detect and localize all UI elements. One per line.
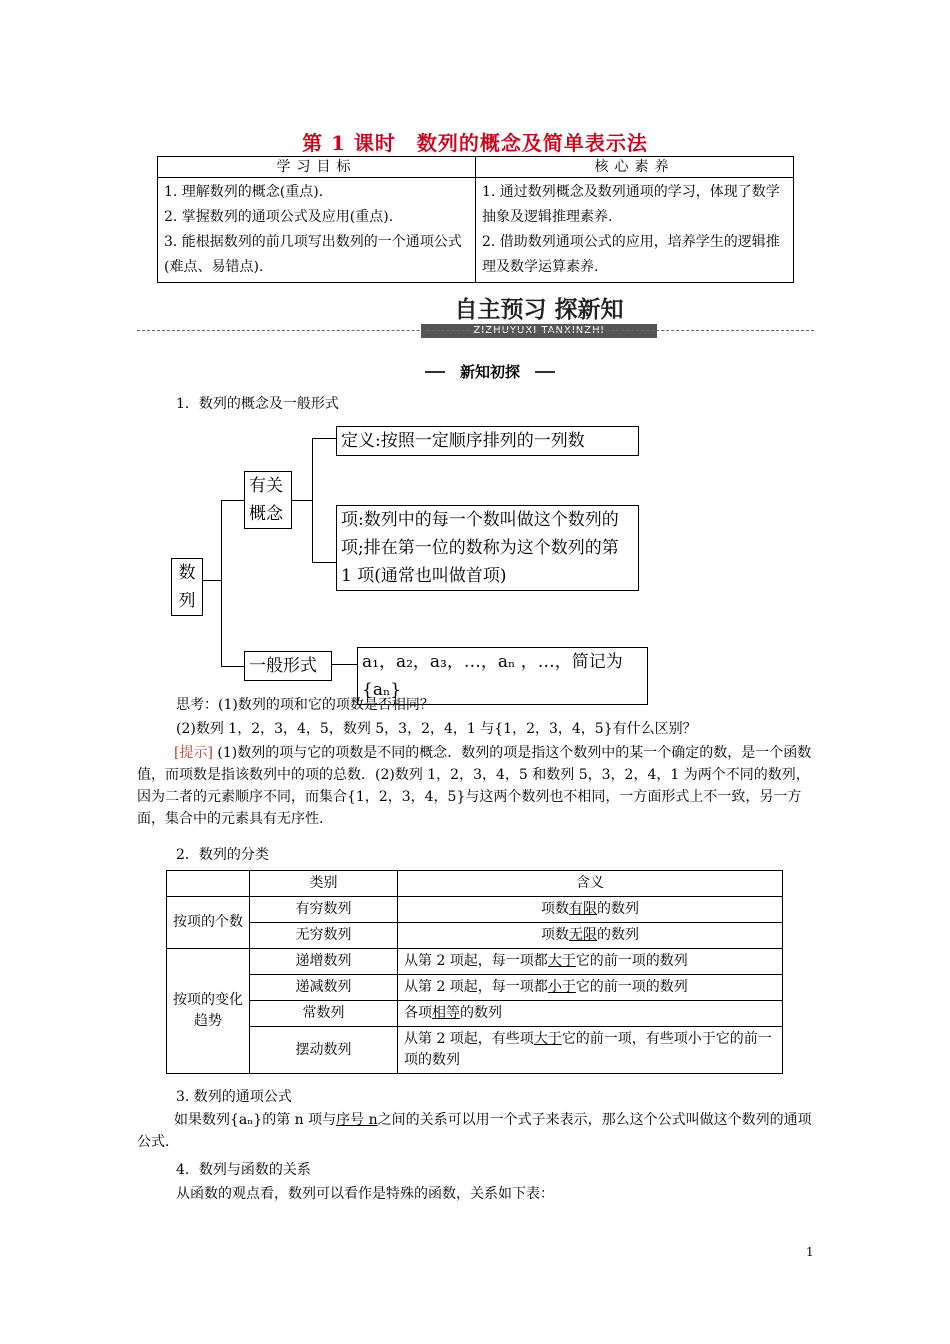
hint-label: [提示] [174, 745, 213, 761]
goals-table [157, 156, 794, 283]
section-1-heading: 1．数列的概念及一般形式 [176, 396, 339, 412]
banner-subtitle: ZIZHUYUXI TANXINZHI [421, 324, 657, 338]
diagram-general-formula: a₁，a₂，a₃，…，aₙ ，…，简记为{aₙ} [357, 647, 648, 705]
table-row [167, 1001, 783, 1027]
category-cell: 递减数列 [250, 975, 398, 1001]
table-header-cell [167, 871, 250, 897]
page-title: 第 1 课时 数列的概念及简单表示法 [302, 131, 648, 155]
literacy-item: 1. 通过数列概念及数列通项的学习，体现了数学抽象及逻辑推理素养. [482, 184, 780, 225]
category-cell: 有穷数列 [250, 897, 398, 923]
meaning-cell: 项数无限的数列 [398, 923, 783, 949]
banner-title: 自主预习 探新知 [454, 297, 624, 323]
group-cell: 按项的个数 [167, 897, 250, 949]
page-number: 1 [806, 1245, 814, 1259]
table-row [167, 975, 783, 1001]
think-question-2: (2)数列 1，2，3，4，5，数列 5，3，2，4，1 与{1，2，3，4，5}有什么区别？ [176, 721, 697, 737]
table-row [167, 1027, 783, 1074]
section-3-text: 如果数列{aₙ}的第 n 项与序号 n之间的关系可以用一个式子来表示，那么这个公式叫做这个数列的通项公式. [137, 1112, 812, 1150]
goal-item: 3. 能根据数列的前几项写出数列的一个通项公式(难点、易错点). [164, 234, 462, 275]
diagram-general-label: 一般形式 [244, 651, 332, 681]
goal-item: 2. 掌握数列的通项公式及应用(重点). [164, 209, 394, 225]
goals-header-left: 学习目标 [158, 157, 476, 178]
think-question-1: 思考：(1)数列的项和它的项数是否相同？ [176, 697, 434, 713]
goals-header-right: 核心素养 [476, 157, 794, 178]
category-cell: 常数列 [250, 1001, 398, 1027]
diagram-root: 数列 [171, 558, 203, 616]
table-row [167, 923, 783, 949]
table-header-cell: 含义 [398, 871, 783, 897]
category-cell: 无穷数列 [250, 923, 398, 949]
goal-item: 1. 理解数列的概念(重点). [164, 184, 324, 200]
table-row [167, 897, 783, 923]
meaning-cell: 从第 2 项起，有些项大于它的前一项，有些项小于它的前一项的数列 [398, 1027, 783, 1074]
learning-goals-cell [158, 178, 476, 283]
hint-paragraph [137, 742, 815, 830]
diagram-term: 项:数列中的每一个数叫做这个数列的项;排在第一位的数称为这个数列的第 1 项(通常也叫做首项) [336, 505, 639, 591]
hint-text: (1)数列的项与它的项数是不同的概念．数列的项是指这个数列中的某一个确定的数，是一个函数值，而项数是指该数列中的项的总数．(2)数列 1，2，3，4，5 和数列 5，3，2，4，1 为两个不同的数列，因为二者的元素顺序不同，而集合{1，2，3，4，5}与这两个数列也不相同，一方面形式上不一致，另一方面，集合中的元素具有无序性. [137, 745, 812, 827]
group-cell: 按项的变化趋势 [167, 949, 250, 1074]
dashed-divider [137, 330, 814, 331]
literacy-item: 2. 借助数列通项公式的应用，培养学生的逻辑推理及数学运算素养. [482, 234, 780, 275]
core-literacy-cell [476, 178, 794, 283]
diagram-concept: 有关概念 [244, 471, 292, 529]
category-cell: 递增数列 [250, 949, 398, 975]
meaning-cell: 项数有限的数列 [398, 897, 783, 923]
section-4-text: 从函数的观点看，数列可以看作是特殊的函数，关系如下表： [176, 1186, 554, 1202]
table-row [167, 949, 783, 975]
section-tag: 新知初探 [425, 361, 555, 383]
table-header-cell: 类别 [250, 871, 398, 897]
section-4-heading: 4．数列与函数的关系 [176, 1162, 311, 1178]
category-cell: 摆动数列 [250, 1027, 398, 1074]
section-banner [421, 296, 657, 340]
meaning-cell: 从第 2 项起，每一项都大于它的前一项的数列 [398, 949, 783, 975]
section-3-heading: 3. 数列的通项公式 [176, 1089, 292, 1105]
meaning-cell: 各项相等的数列 [398, 1001, 783, 1027]
meaning-cell: 从第 2 项起，每一项都小于它的前一项的数列 [398, 975, 783, 1001]
classification-table [166, 870, 783, 1074]
diagram-definition: 定义:按照一定顺序排列的一列数 [336, 426, 639, 456]
section-2-heading: 2．数列的分类 [176, 847, 269, 863]
